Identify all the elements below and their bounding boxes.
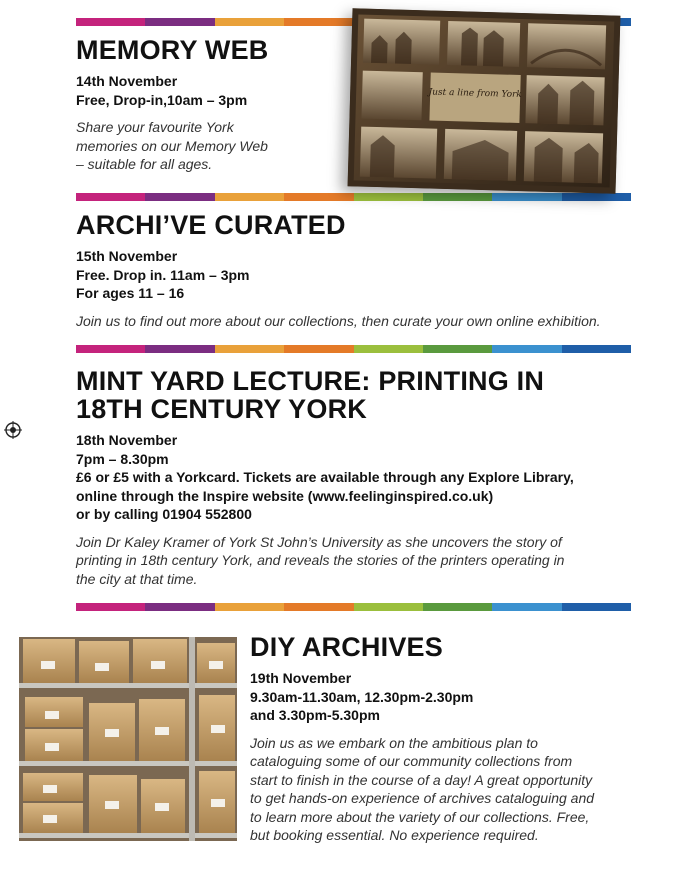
divider-stripe-3	[76, 345, 631, 353]
event-description: Join us to find out more about our collections, then curate your own online exhibition.	[76, 312, 601, 329]
event-date: 19th November	[250, 670, 352, 686]
event-time: 9.30am-11.30am, 12.30pm-2.30pm	[250, 688, 474, 705]
divider-stripe-2	[76, 193, 631, 201]
event-details	[76, 247, 636, 303]
event-details	[250, 669, 650, 725]
archive-shelves-photo	[19, 637, 237, 841]
event-description: Join us as we embark on the ambitious plan to cataloguing some of our community collections from start to finish in the course of a day! A great opportunity to get hands-on experience of archives cataloguing and to learn more about the variety of our collections. Free, but booking essential. No experience required.	[250, 734, 595, 843]
event-tickets: £6 or £5 with a Yorkcard. Tickets are available through any Explore Library,	[76, 469, 574, 485]
event-admission: Free. Drop in. 11am – 3pm	[76, 266, 250, 283]
event-title: MEMORY WEB	[76, 35, 269, 65]
event-title: DIY ARCHIVES	[250, 632, 443, 662]
event-time-extra: and 3.30pm-5.30pm	[250, 707, 380, 723]
postcard-handwriting: Just a line from York	[428, 87, 522, 101]
event-description: Share your favourite York memories on our Memory Web – suitable for all ages.	[76, 119, 268, 172]
event-date: 15th November	[76, 248, 178, 264]
event-title: MINT YARD LECTURE: PRINTING IN 18TH CENTURY YORK	[76, 366, 545, 424]
event-title: ARCHI’VE CURATED	[76, 210, 346, 240]
event-details	[76, 431, 636, 524]
event-details	[76, 72, 346, 109]
event-ages: For ages 11 – 16	[76, 285, 185, 301]
event-website: online through the Inspire website (www.feelinginspired.co.uk)	[76, 487, 494, 504]
event-description: Join Dr Kaley Kramer of York St John’s University as she uncovers the story of printing in 18th century York, and reveals the stories of the printers operating in the city at that time.	[76, 533, 565, 587]
event-date: 14th November	[76, 73, 178, 89]
event-memory-web	[76, 36, 346, 174]
event-archive-curated	[76, 211, 636, 330]
event-time: Free, Drop-in,10am – 3pm	[76, 91, 248, 108]
event-phone: or by calling 01904 552800	[76, 506, 252, 522]
event-time: 7pm – 8.30pm	[76, 450, 169, 467]
divider-stripe-4	[76, 603, 631, 611]
crosshair-icon	[4, 421, 22, 439]
event-date: 18th November	[76, 432, 178, 448]
york-postcard-photo	[348, 8, 621, 193]
event-diy-archives	[250, 633, 650, 845]
event-mint-yard-lecture	[76, 367, 636, 588]
